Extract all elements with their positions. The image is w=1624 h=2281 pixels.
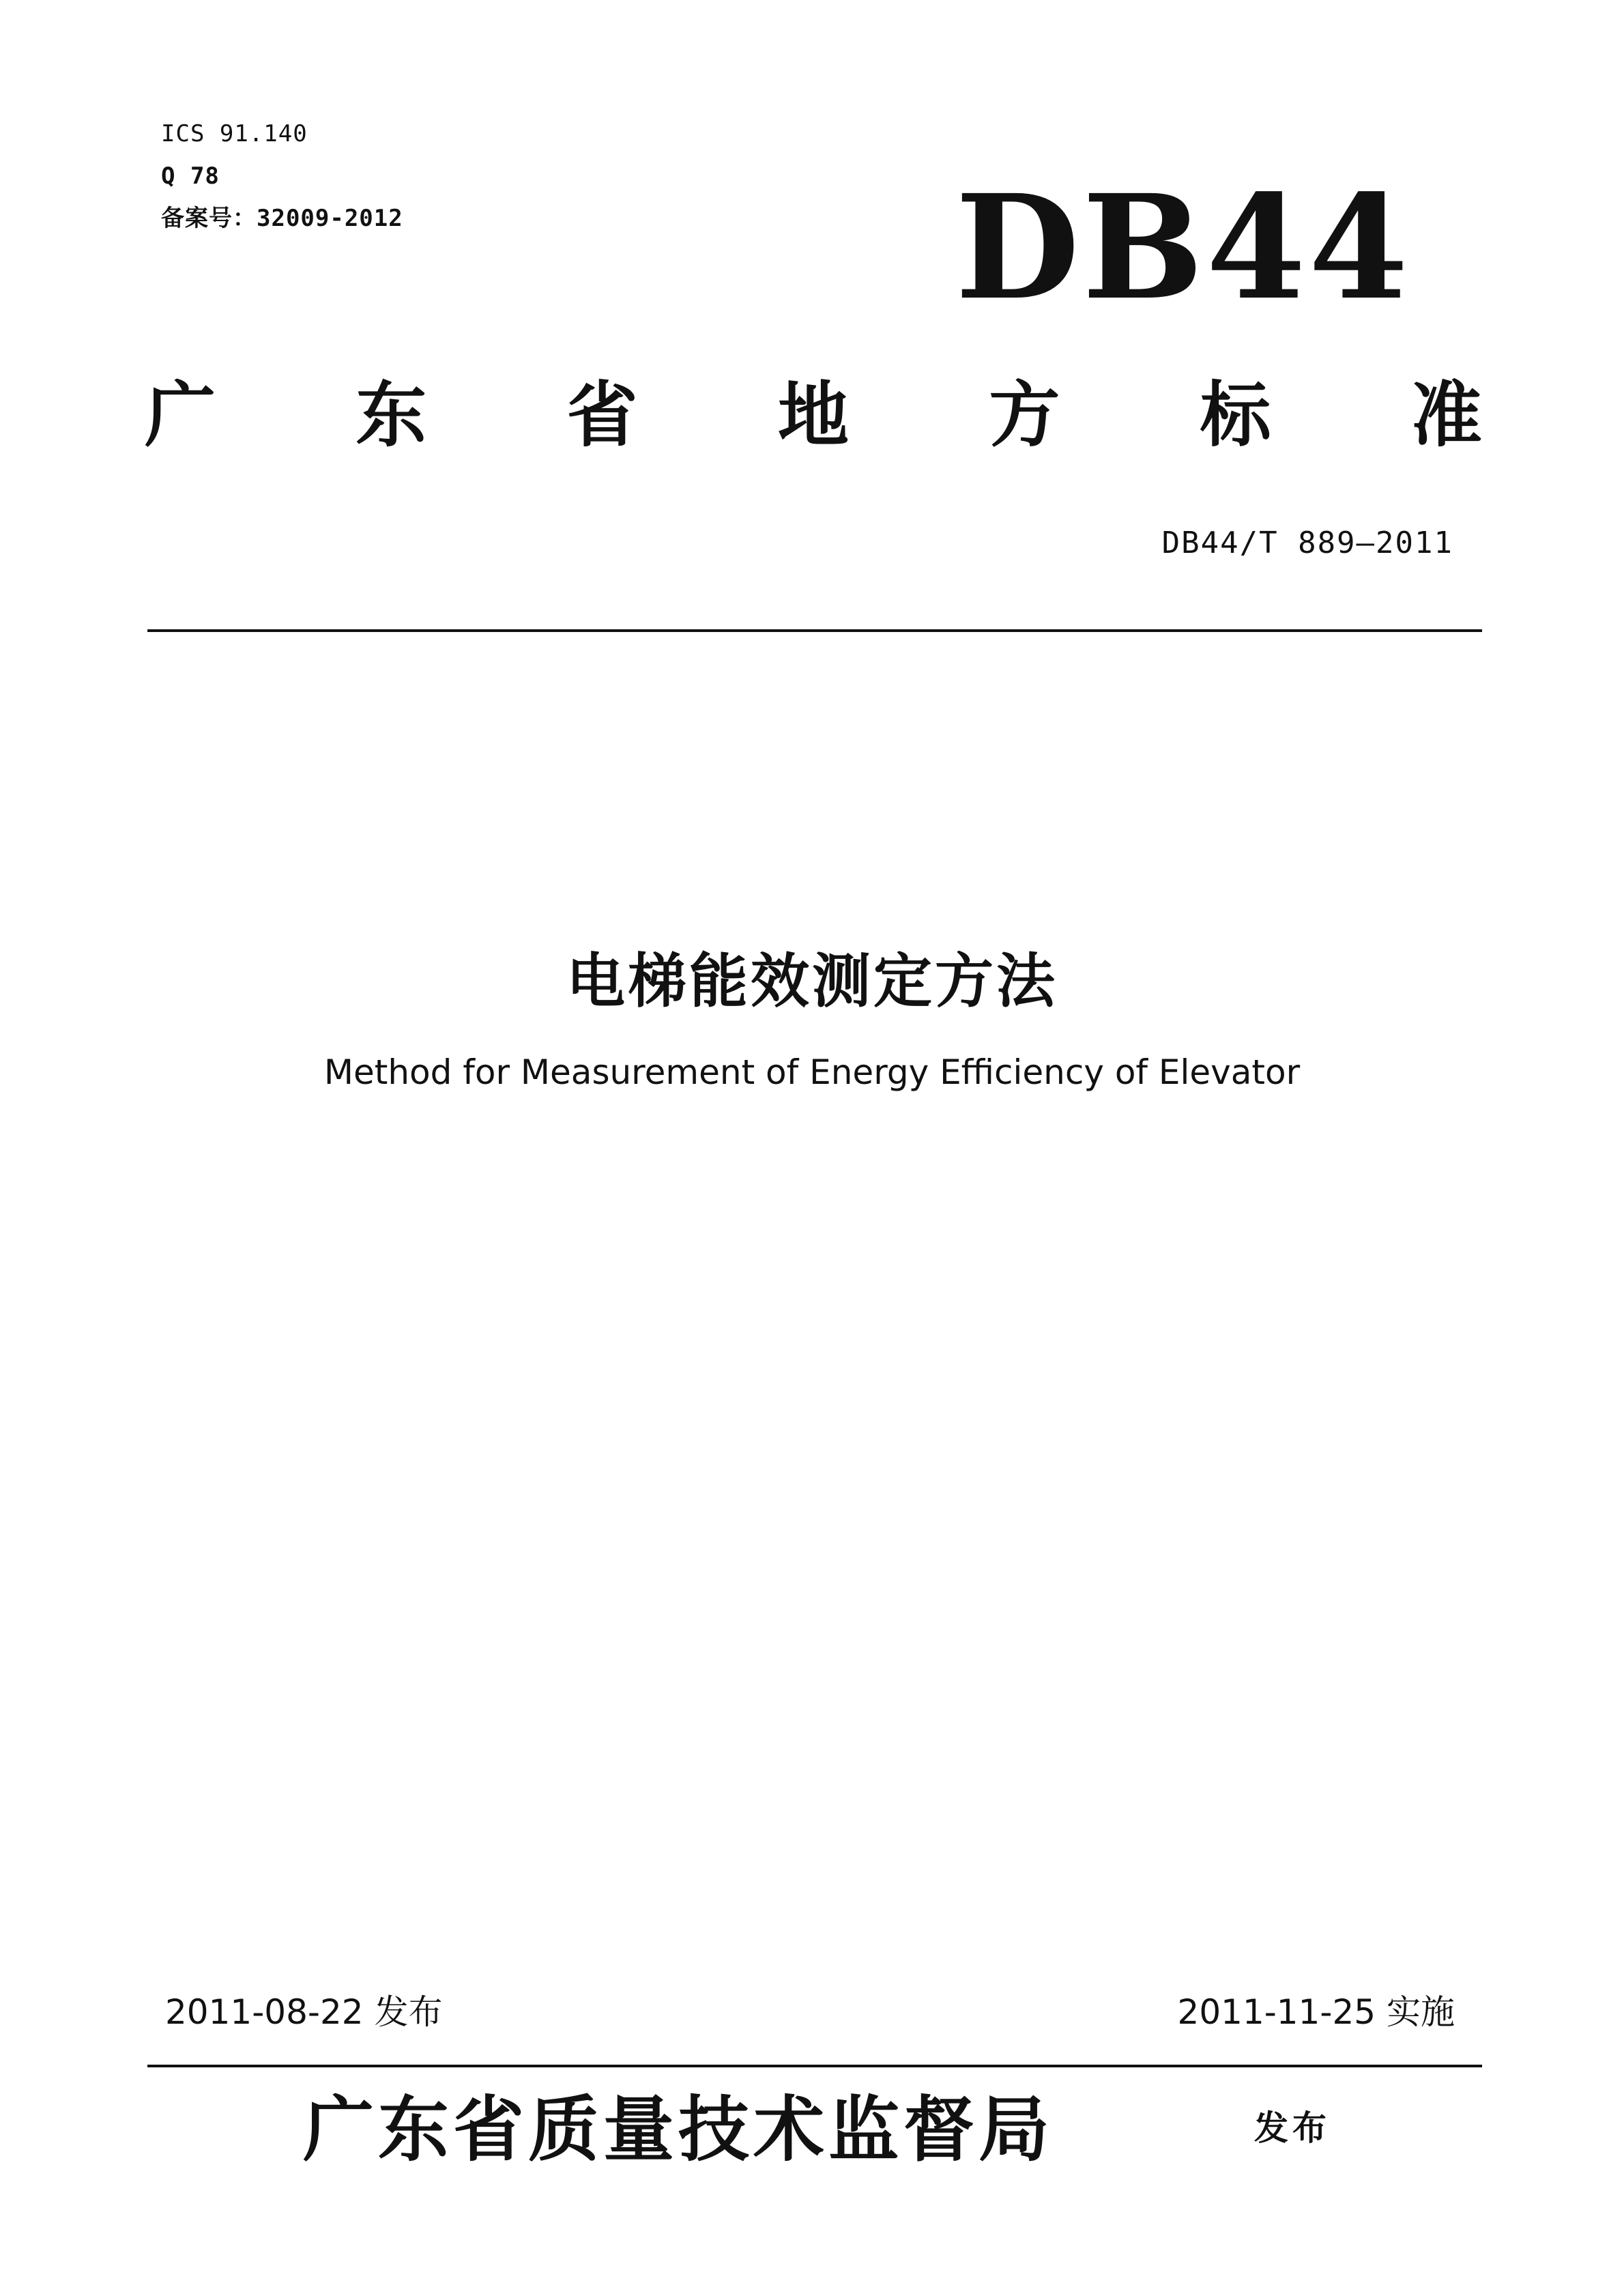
bottom-divider — [147, 2065, 1482, 2067]
standard-type-char: 东 — [356, 373, 427, 457]
standard-type-heading — [145, 374, 1482, 456]
standard-type-char: 地 — [777, 373, 849, 457]
issue-date: 2011-08-22 发布 — [165, 1992, 443, 2032]
standard-type-char: 广 — [145, 373, 216, 457]
filing-number: 备案号：32009-2012 — [161, 205, 403, 232]
implementation-date: 2011-11-25 实施 — [1177, 1992, 1455, 2032]
standard-type-char: 准 — [1410, 373, 1482, 457]
document-title-english: Method for Measurement of Energy Efficiency of Elevator — [323, 1052, 1301, 1092]
standard-type-char: 标 — [1200, 373, 1271, 457]
publish-label: 发布 — [1254, 2108, 1331, 2148]
standard-number: DB44/T 889—2011 — [1161, 526, 1453, 560]
document-title-chinese: 电梯能效测定方法 — [566, 947, 1058, 1016]
ccs-code: Q 78 — [161, 162, 220, 190]
top-divider — [147, 629, 1482, 632]
standard-type-char: 方 — [989, 373, 1060, 457]
standard-type-char: 省 — [566, 373, 638, 457]
publisher-name: 广东省质量技术监督局 — [303, 2087, 1054, 2171]
db44-logo: DB44 — [955, 163, 1411, 332]
ics-code: ICS 91.140 — [161, 120, 308, 147]
